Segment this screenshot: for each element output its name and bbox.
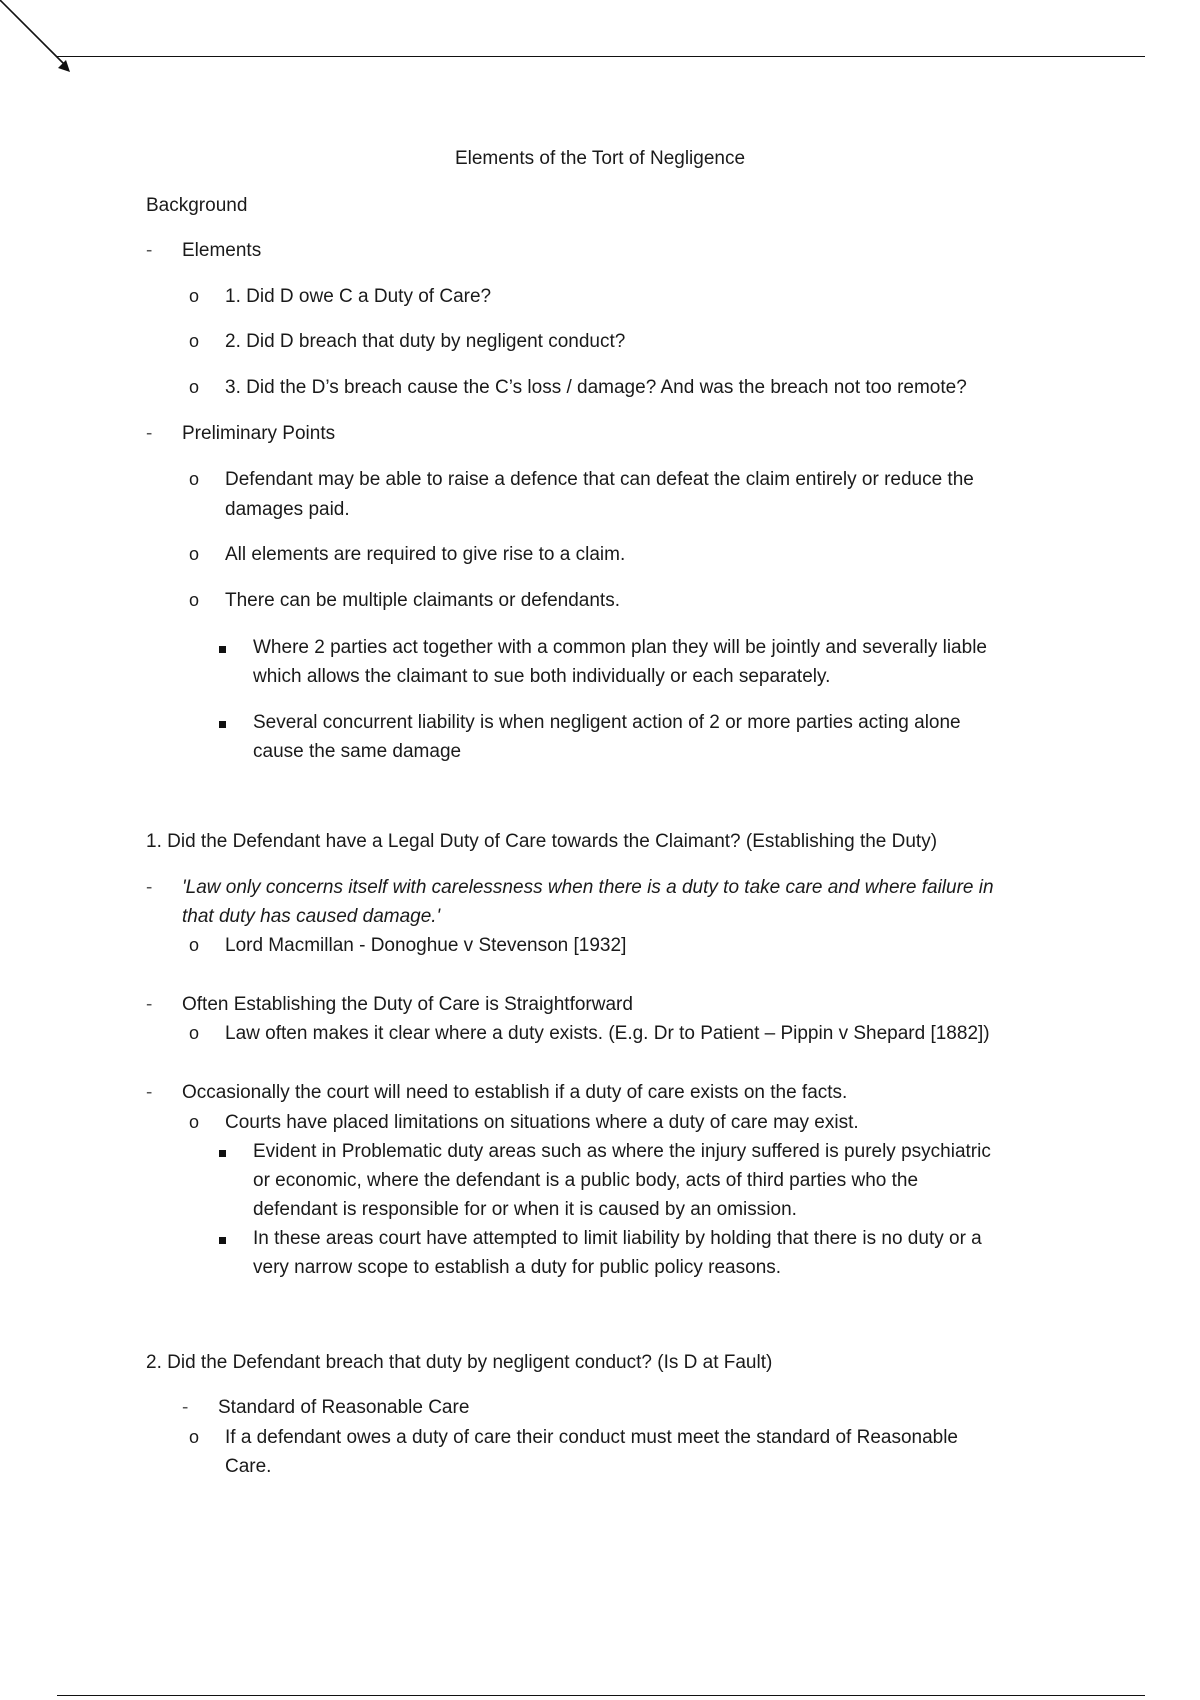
square-bullet: [219, 633, 226, 662]
sub-point-cont: defendant is responsible for or when it is caused by an omission.: [253, 1199, 797, 1220]
sub-point: In these areas court have attempted to limit liability by holding that there is no duty or a: [253, 1228, 982, 1249]
preliminary-point: There can be multiple claimants or defendants.: [225, 590, 620, 611]
element-item: 1. Did D owe C a Duty of Care?: [225, 286, 492, 307]
corner-arrow-icon: [0, 0, 80, 80]
occasionally-label: Occasionally the court will need to establish if a duty of care exists on the facts.: [182, 1082, 848, 1103]
preliminary-point-cont: damages paid.: [225, 499, 350, 520]
preliminary-point: Defendant may be able to raise a defence that can defeat the claim entirely or reduce the: [225, 469, 974, 490]
dash-bullet: -: [146, 240, 153, 261]
quote-line: 'Law only concerns itself with carelessness when there is a duty to take care and where failure in: [182, 877, 994, 898]
sub-point: Where 2 parties act together with a common plan they will be jointly and severally liable: [253, 637, 987, 658]
sub-point: Evident in Problematic duty areas such as where the injury suffered is purely psychiatric: [253, 1141, 991, 1162]
dash-bullet: -: [146, 877, 153, 898]
header-rule: [57, 56, 1145, 57]
circle-bullet: o: [189, 590, 200, 610]
circle-bullet: o: [189, 1023, 200, 1043]
dash-bullet: -: [182, 1397, 189, 1418]
often-label: Often Establishing the Duty of Care is Straightforward: [182, 994, 633, 1015]
sub-point-cont: very narrow scope to establish a duty for public policy reasons.: [253, 1257, 782, 1278]
sub-point-cont: which allows the claimant to sue both individually or each separately.: [253, 666, 831, 687]
circle-bullet: o: [189, 469, 200, 489]
sub-point-cont: or economic, where the defendant is a public body, acts of third parties who the: [253, 1170, 919, 1191]
elements-label: Elements: [182, 240, 262, 261]
quote-source: Lord Macmillan - Donoghue v Stevenson [1932]: [225, 935, 627, 956]
preliminary-point: All elements are required to give rise to a claim.: [225, 544, 626, 565]
element-item: 3. Did the D’s breach cause the C’s loss / damage? And was the breach not too remote?: [225, 377, 967, 398]
standard-point: If a defendant owes a duty of care their conduct must meet the standard of Reasonable: [225, 1427, 959, 1448]
circle-bullet: o: [189, 1427, 200, 1447]
sub-point-cont: cause the same damage: [253, 741, 462, 762]
circle-bullet: o: [189, 1112, 200, 1132]
section1-heading: 1. Did the Defendant have a Legal Duty of Care towards the Claimant? (Establishing the Duty): [146, 831, 938, 852]
circle-bullet: o: [189, 331, 200, 351]
footer-rule: [57, 1695, 1145, 1696]
dash-bullet: -: [146, 994, 153, 1015]
standard-point-cont: Care.: [225, 1456, 272, 1477]
element-item: 2. Did D breach that duty by negligent conduct?: [225, 331, 626, 352]
circle-bullet: o: [189, 935, 200, 955]
circle-bullet: o: [189, 544, 200, 564]
sub-point: Several concurrent liability is when negligent action of 2 or more parties acting alone: [253, 712, 961, 733]
limitations-point: Courts have placed limitations on situations where a duty of care may exist.: [225, 1112, 859, 1133]
circle-bullet: o: [189, 286, 200, 306]
dash-bullet: -: [146, 1082, 153, 1103]
often-detail: Law often makes it clear where a duty exists. (E.g. Dr to Patient – Pippin v Shepard [1882]): [225, 1023, 990, 1044]
section2-heading: 2. Did the Defendant breach that duty by negligent conduct? (Is D at Fault): [146, 1352, 773, 1373]
circle-bullet: o: [189, 377, 200, 397]
preliminary-label: Preliminary Points: [182, 423, 336, 444]
quote-line-cont: that duty has caused damage.': [182, 906, 441, 927]
standard-label: Standard of Reasonable Care: [218, 1397, 470, 1418]
background-heading: Background: [146, 195, 248, 216]
square-bullet: [219, 1224, 226, 1253]
dash-bullet: -: [146, 423, 153, 444]
square-bullet: [219, 1137, 226, 1166]
square-bullet: [219, 708, 226, 737]
document-title: Elements of the Tort of Negligence: [454, 148, 746, 169]
